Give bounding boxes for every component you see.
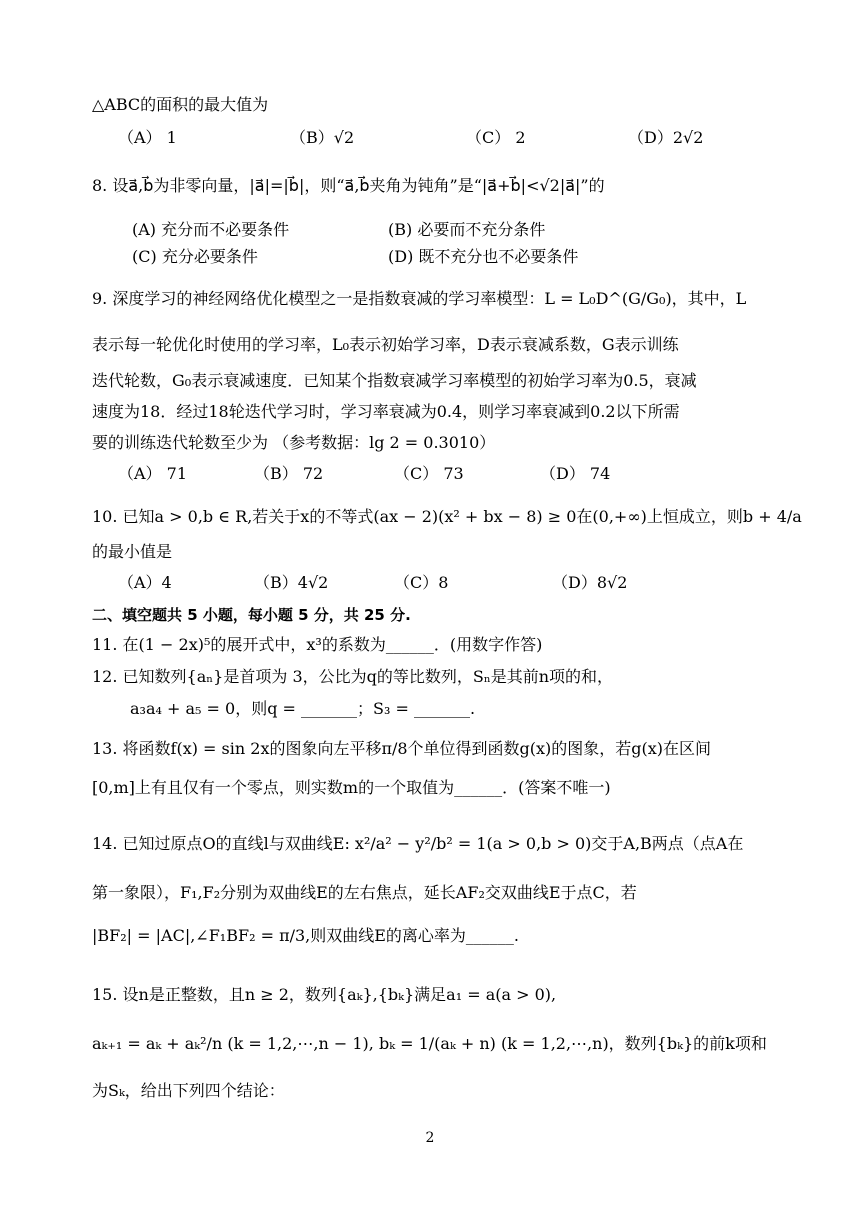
q10-option-b: （B）4√2 [254, 573, 329, 592]
q9-option-a: （A） 71 [118, 464, 188, 483]
q9-line-2: 表示每一轮优化时使用的学习率，L₀表示初始学习率，D表示衰减系数，G表示训练 [92, 335, 679, 354]
q15-line-1: 15. 设n是正整数，且n ≥ 2，数列{aₖ},{bₖ}满足a₁ = a(a > 0), [92, 985, 557, 1004]
q13-line-1: 13. 将函数f(x) = sin 2x的图象向左平移π/8个单位得到函数g(x)的图象，若g(x)在区间 [92, 739, 712, 758]
q9-option-d: （D） 74 [540, 464, 611, 483]
q8-option-a: (A) 充分而不必要条件 [132, 220, 290, 239]
q11: 11. 在(1 − 2x)⁵的展开式中，x³的系数为______．(用数字作答) [92, 635, 543, 654]
q7-option-b: （B）√2 [290, 128, 355, 147]
q10-option-d: （D）8√2 [552, 573, 628, 592]
q14-line-3: |BF₂| = |AC|,∠F₁BF₂ = π/3,则双曲线E的离心率为______. [92, 926, 520, 945]
q14-line-2: 第一象限），F₁,F₂分别为双曲线E的左右焦点，延长AF₂交双曲线E于点C，若 [92, 883, 637, 902]
q15-line-3: 为Sₖ，给出下列四个结论： [92, 1081, 285, 1100]
q9-line-3: 迭代轮数，G₀表示衰减速度．已知某个指数衰减学习率模型的初始学习率为0.5，衰减 [92, 371, 697, 390]
page-number: 2 [425, 1130, 435, 1146]
q8-stem: 8. 设a⃗,b⃗为非零向量，|a⃗|=|b⃗|，则“a⃗,b⃗夹角为钝角”是“|a⃗+b⃗|<√2|a⃗|”的 [92, 176, 605, 195]
q14-line-1: 14. 已知过原点O的直线l与双曲线E: x²/a² − y²/b² = 1(a > 0,b > 0)交于A,B两点（点A在 [92, 834, 744, 853]
q10-option-c: （C）8 [394, 573, 449, 592]
q10-line-1: 10. 已知a > 0,b ∈ R,若关于x的不等式(ax − 2)(x² + bx − 8) ≥ 0在(0,+∞)上恒成立，则b + 4/a [92, 507, 802, 526]
q10-line-2: 的最小值是 [92, 542, 173, 561]
q9-line-1: 9. 深度学习的神经网络优化模型之一是指数衰减的学习率模型：L = L₀D^(G/G₀)，其中，L [92, 289, 747, 308]
q10-option-a: （A）4 [118, 573, 172, 592]
section-2-heading: 二、填空题共 5 小题，每小题 5 分，共 25 分. [92, 606, 411, 624]
q8-option-d: (D) 既不充分也不必要条件 [388, 247, 579, 266]
q8-option-b: (B) 必要而不充分条件 [388, 220, 546, 239]
q7-option-d: （D）2√2 [628, 128, 704, 147]
q7-option-c: （C） 2 [466, 128, 526, 147]
q15-line-2: aₖ₊₁ = aₖ + aₖ²/n (k = 1,2,⋯,n − 1), bₖ = 1/(aₖ + n) (k = 1,2,⋯,n)，数列{bₖ}的前k项和 [92, 1034, 767, 1053]
q7-tail: △ABC的面积的最大值为 [92, 95, 269, 114]
q8-option-c: (C) 充分必要条件 [132, 247, 258, 266]
q12-line-1: 12. 已知数列{aₙ}是首项为 3，公比为q的等比数列，Sₙ是其前n项的和， [92, 667, 614, 686]
q13-line-2: [0,m]上有且仅有一个零点，则实数m的一个取值为______．(答案不唯一) [92, 778, 611, 797]
q9-option-c: （C） 73 [394, 464, 464, 483]
q12-line-2: a₃a₄ + a₅ = 0，则q = _______；S₃ = _______. [130, 699, 476, 718]
q9-option-b: （B） 72 [254, 464, 324, 483]
q9-line-4: 速度为18．经过18轮迭代学习时，学习率衰减为0.4，则学习率衰减到0.2以下所需 [92, 402, 680, 421]
q7-option-a: （A） 1 [118, 128, 177, 147]
q9-line-5: 要的训练迭代轮数至少为 （参考数据：lg 2 = 0.3010） [92, 433, 496, 452]
